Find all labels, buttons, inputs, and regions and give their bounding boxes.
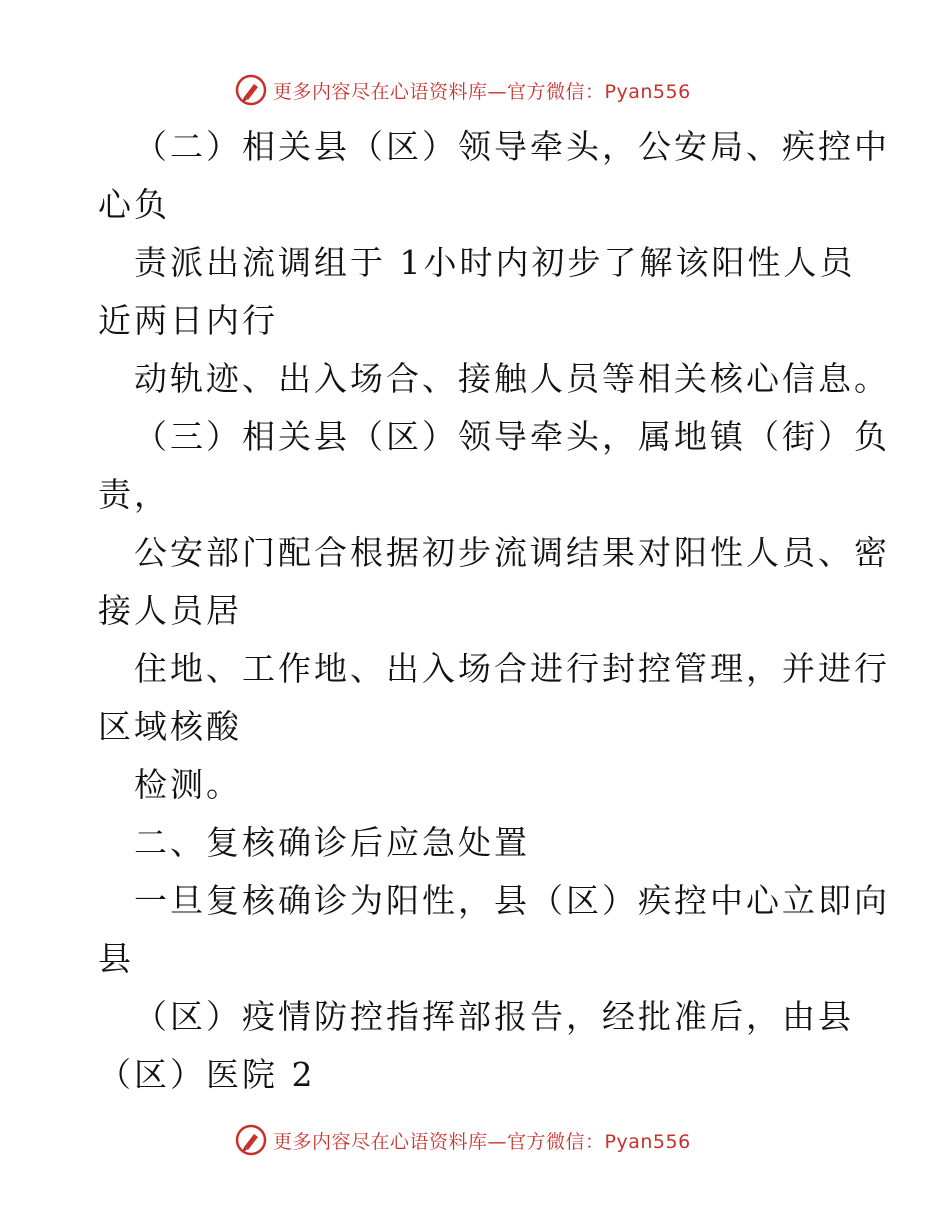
body-line: 接人员居 bbox=[98, 591, 242, 630]
footer-watermark bbox=[235, 1122, 691, 1158]
body-line: 住地、工作地、出入场合进行封控管理，并进行 bbox=[134, 649, 890, 688]
body-line: 检测。 bbox=[134, 765, 242, 804]
body-line: 区域核酸 bbox=[98, 707, 242, 746]
pen-logo-icon bbox=[235, 1124, 267, 1156]
body-line: 责， bbox=[98, 475, 170, 514]
body-line: （三）相关县（区）领导牵头，属地镇（街）负 bbox=[134, 417, 890, 456]
body-line: 责派出流调组于 1小时内初步了解该阳性人员 bbox=[134, 243, 856, 282]
body-line: （区）医院 2 bbox=[98, 1055, 316, 1094]
watermark-text: 更多内容尽在心语资料库—官方微信：Pyan556 bbox=[273, 80, 691, 103]
watermark-text: 更多内容尽在心语资料库—官方微信：Pyan556 bbox=[273, 1130, 691, 1153]
body-line: 县 bbox=[98, 939, 134, 978]
body-line: 一旦复核确诊为阳性，县（区）疾控中心立即向 bbox=[134, 881, 890, 920]
section-heading: 二、复核确诊后应急处置 bbox=[134, 823, 530, 862]
body-line: 近两日内行 bbox=[98, 301, 278, 340]
body-line: （区）疫情防控指挥部报告，经批准后，由县 bbox=[134, 997, 854, 1036]
header-watermark bbox=[235, 72, 691, 108]
pen-logo-icon bbox=[235, 74, 267, 106]
body-line: 心负 bbox=[98, 185, 170, 224]
body-line: 动轨迹、出入场合、接触人员等相关核心信息。 bbox=[134, 359, 890, 398]
body-line: （二）相关县（区）领导牵头，公安局、疾控中 bbox=[134, 127, 890, 166]
body-line: 公安部门配合根据初步流调结果对阳性人员、密 bbox=[134, 533, 890, 572]
